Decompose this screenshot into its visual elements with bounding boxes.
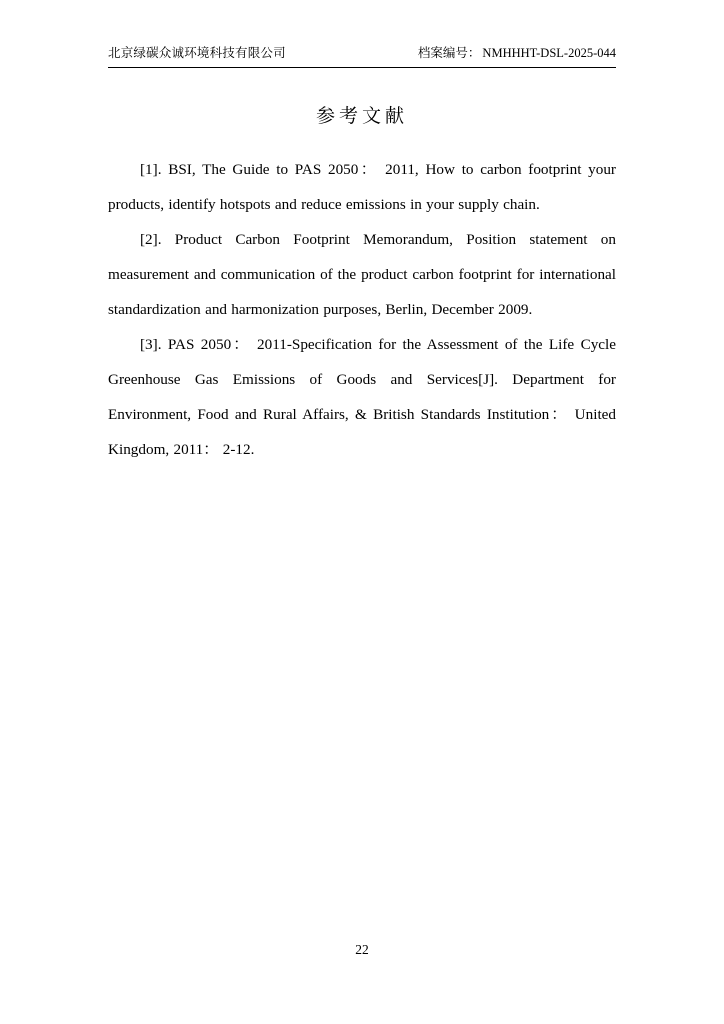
page-header (108, 44, 616, 68)
archive-number-group (418, 44, 616, 62)
company-name: 北京绿碳众诚环境科技有限公司 (108, 46, 286, 60)
reference-list (108, 152, 616, 467)
archive-number-label: 档案编号： (417, 46, 481, 60)
reference-item-1: [1]. BSI, The Guide to PAS 2050： 2011, How to carbon footprint your products, identify hotspots and reduce emissions in your supply chain. (108, 161, 616, 213)
reference-item-3: [3]. PAS 2050： 2011-Specification for the Assessment of the Life Cycle Greenhouse Gas Emissions of Goods and Services[J]. Department for Environment, Food and Rural Affairs, & British Standards Institution： United Kingdom, 2011： 2-12. (108, 336, 616, 458)
page-title: 参考文献 (315, 106, 408, 127)
reference-item-2: [2]. Product Carbon Footprint Memorandum, Position statement on measurement and communication of the product carbon footprint for international standardization and harmonization purposes, Berlin, December 2009. (108, 231, 616, 318)
page-number: 22 (355, 942, 369, 957)
page-content (108, 44, 616, 467)
archive-number-value: NMHHHT-DSL-2025-044 (482, 46, 616, 60)
